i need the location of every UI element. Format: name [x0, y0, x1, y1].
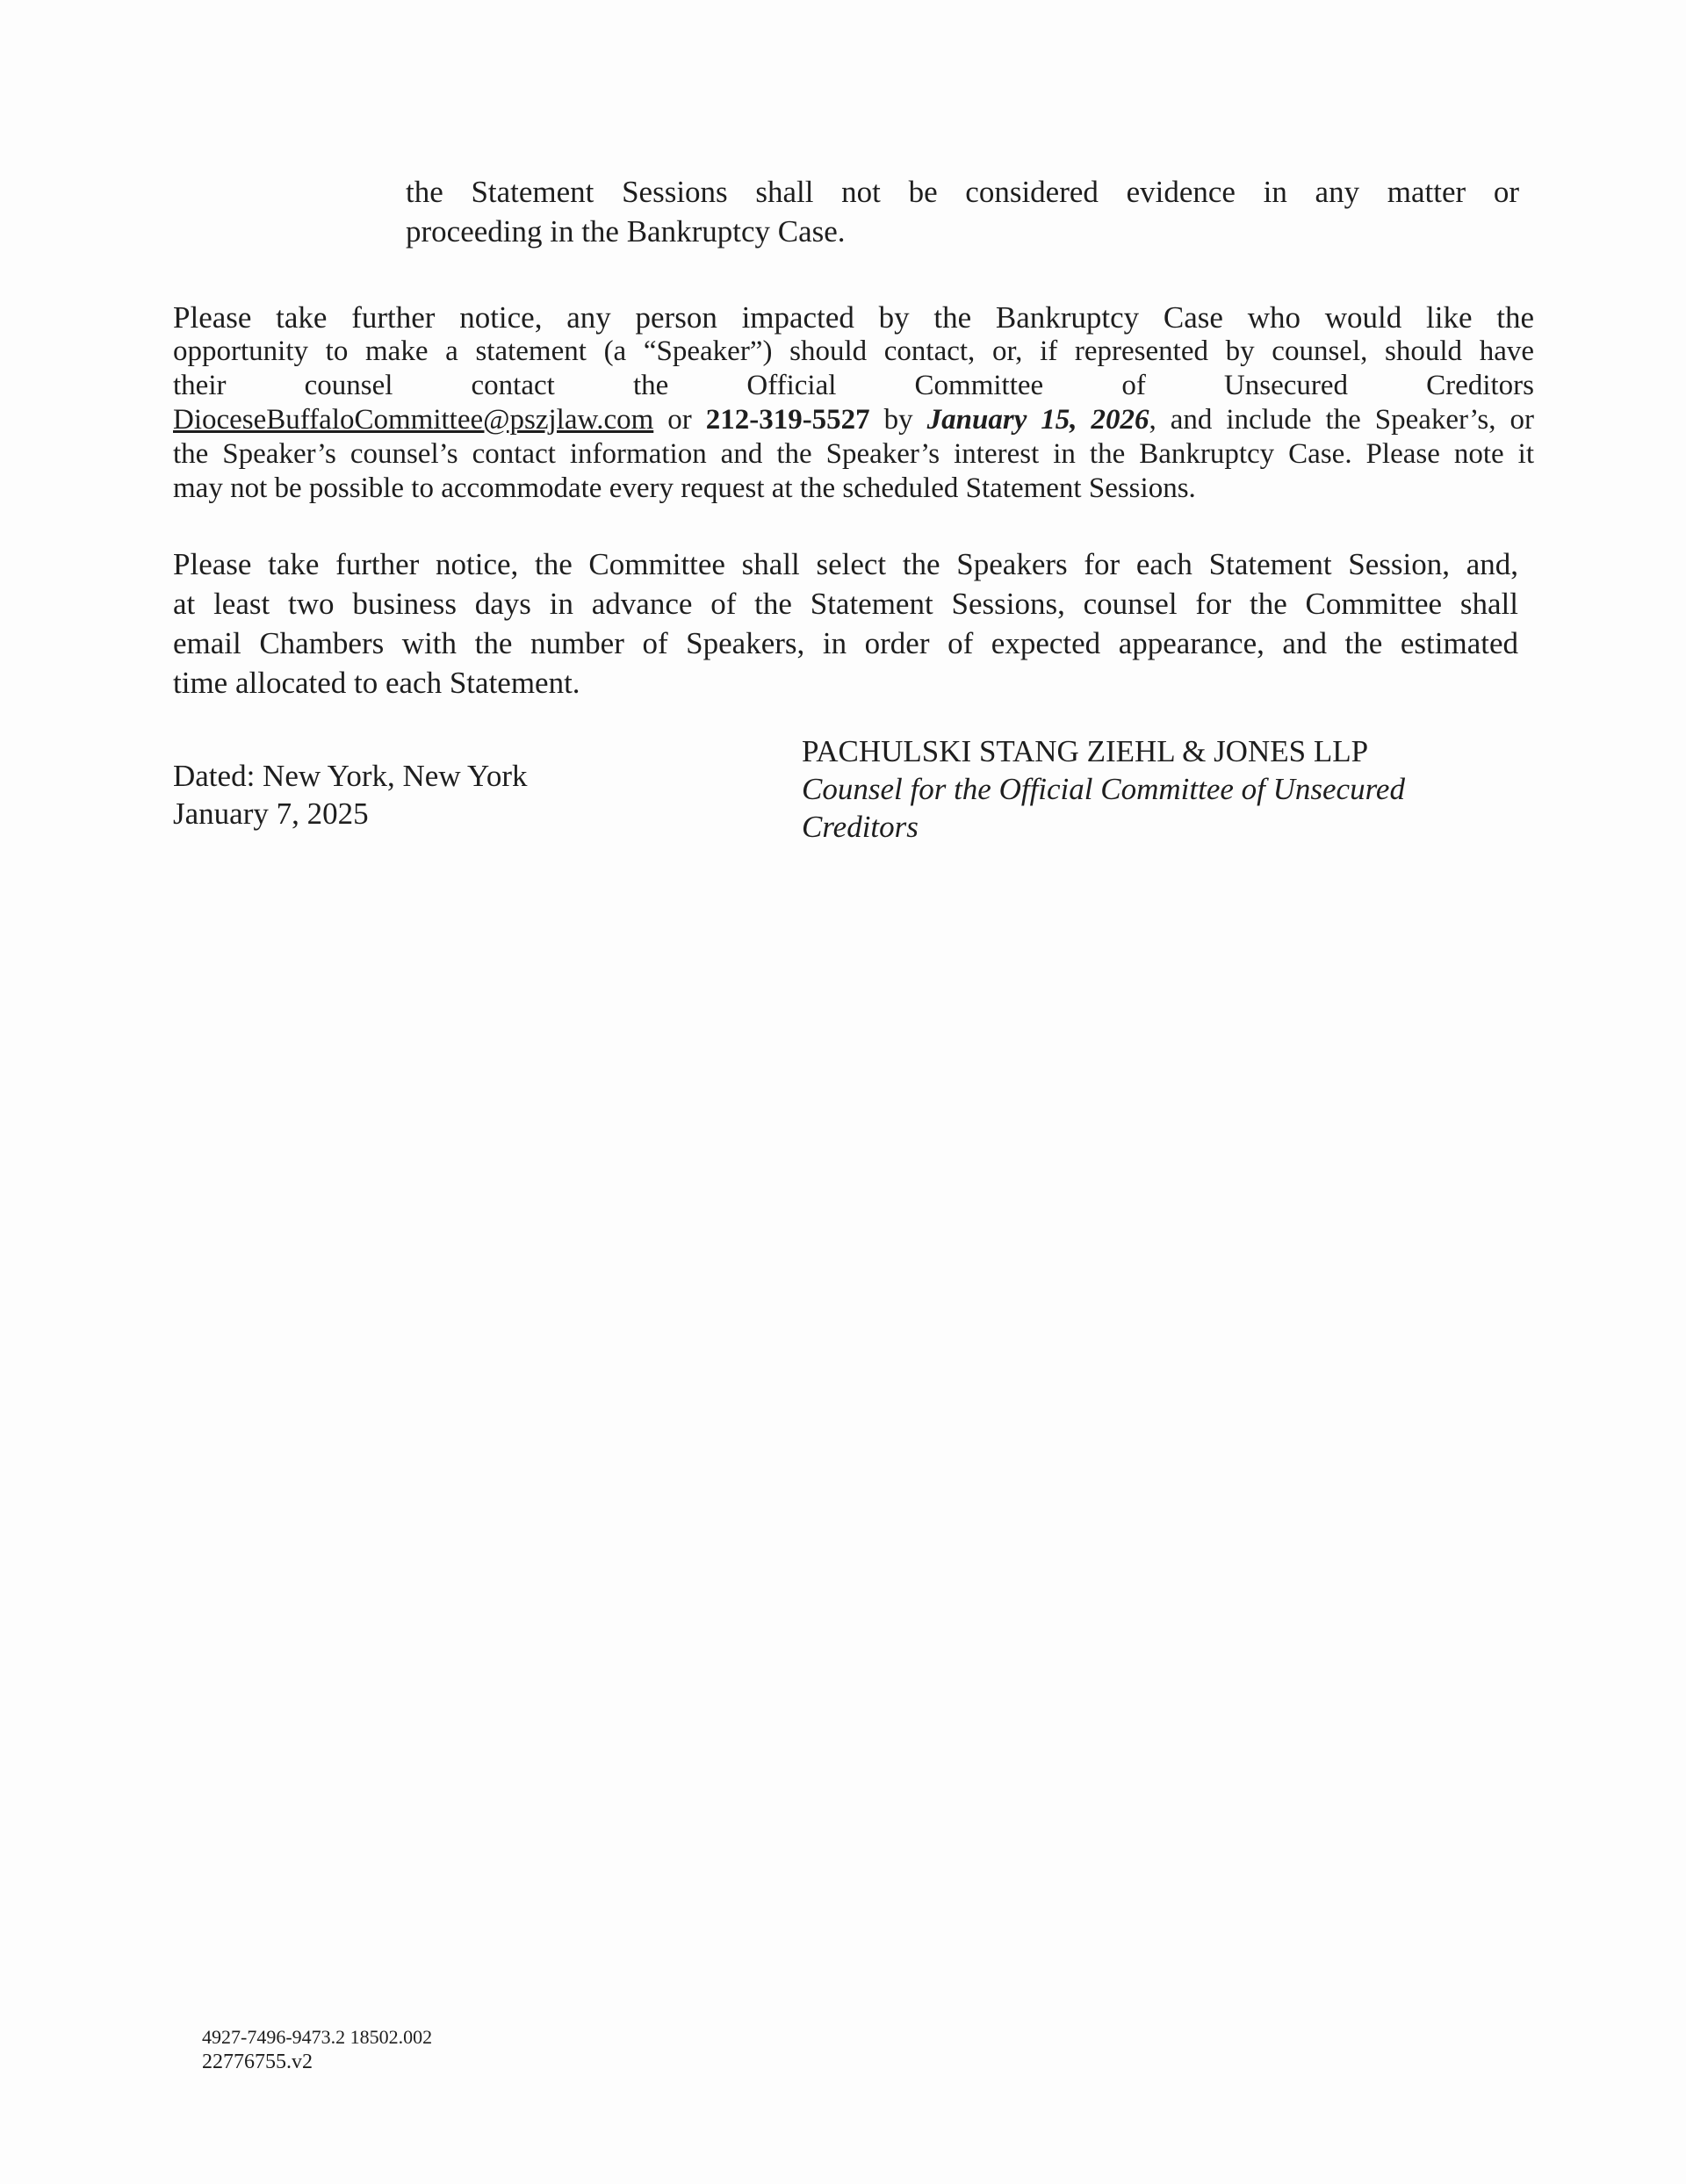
deadline-date: January 15, 2026 [926, 404, 1149, 436]
text-line: the Speaker’s counsel’s contact information and the Speaker’s interest in the Bankruptcy Case. Please note it [173, 438, 1534, 470]
counsel-role-continued: Creditors [802, 810, 919, 844]
phone-number: 212-319-5527 [705, 404, 870, 436]
dated-place: Dated: New York, New York [173, 759, 528, 793]
dated-date: January 7, 2025 [173, 796, 369, 831]
document-id: 4927-7496-9473.2 18502.002 [202, 2026, 433, 2048]
text-line: Please take further notice, the Committee shall select the Speakers for each Statement Session, and, [173, 547, 1518, 581]
dated-block [173, 757, 700, 833]
text-line: email Chambers with the number of Speakers, in order of expected appearance, and the estimated [173, 626, 1518, 660]
paragraph-speakers-notice [173, 300, 1534, 506]
text-line: the Statement Sessions shall not be considered evidence in any matter or [406, 175, 1519, 209]
text-fragment: , and include the Speaker’s, or [1149, 404, 1534, 436]
text-line-content: Please take further notice, any person impacted by the Bankruptcy Case who would like the [173, 300, 1534, 335]
document-version: 22776755.v2 [202, 2051, 313, 2073]
text-line: their counsel contact the Official Committee of Unsecured Creditors [173, 370, 1534, 401]
text-line: proceeding in the Bankruptcy Case. [406, 214, 846, 249]
paragraph-speaker-selection [173, 544, 1518, 703]
paragraph-statement-sessions [406, 172, 1519, 251]
text-line: may not be possible to accommodate every request at the scheduled Statement Sessions. [173, 472, 1196, 504]
text-line: at least two business days in advance of the Statement Sessions, counsel for the Committee shall [173, 587, 1518, 621]
signature-block [802, 732, 1504, 846]
email-link[interactable]: DioceseBuffaloCommittee@pszjlaw.com [173, 404, 654, 436]
counsel-role: Counsel for the Official Committee of Unsecured [802, 772, 1405, 806]
firm-name: PACHULSKI STANG ZIEHL & JONES LLP [802, 734, 1369, 768]
text-line: time allocated to each Statement. [173, 666, 580, 700]
text-line: opportunity to make a statement (a “Speaker”) should contact, or, if represented by counsel, should have [173, 335, 1534, 367]
text-line [173, 403, 1534, 437]
connector-text: or [653, 404, 706, 436]
text-line [173, 300, 1534, 335]
document-footer [202, 2025, 641, 2074]
connector-text: by [869, 404, 927, 436]
